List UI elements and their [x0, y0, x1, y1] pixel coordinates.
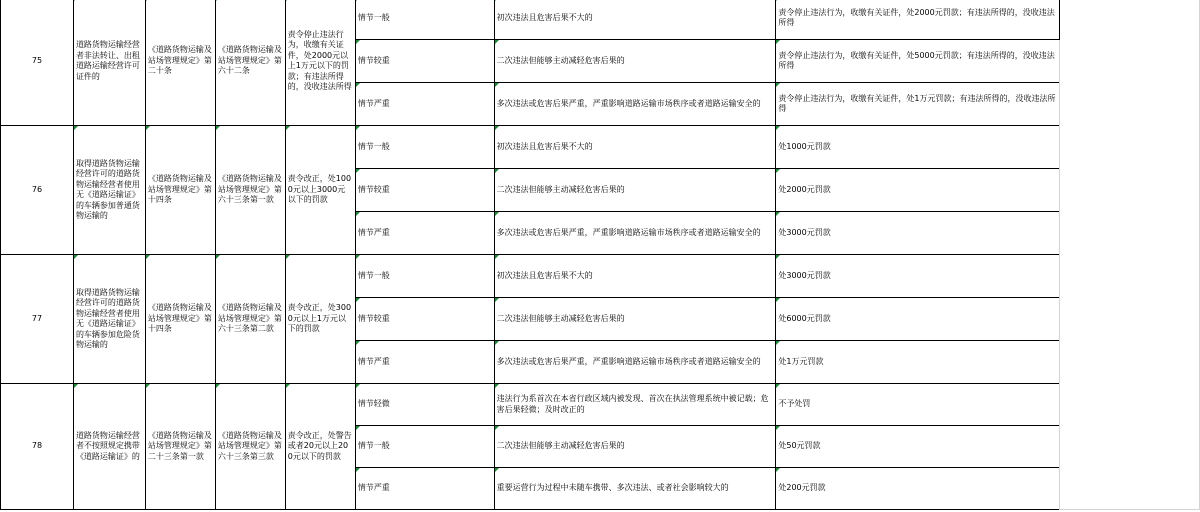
severity-cell[interactable]: 情节一般 [355, 0, 494, 40]
violation-basis-cell[interactable]: 《道路货物运输及站场管理规定》第二十三条第一款 [145, 384, 215, 510]
severity-cell[interactable]: 情节一般 [355, 255, 494, 298]
standard-cell[interactable]: 处6000元罚款 [776, 298, 1060, 341]
severity-cell[interactable]: 情节轻微 [355, 384, 494, 426]
circumstance-cell[interactable]: 重要运营行为过程中未随车携带、多次违法、或者社会影响较大的 [494, 468, 776, 510]
violation-cell[interactable]: 取得道路货物运输经营许可的道路货物运输经营者使用无《道路运输证》的车辆参加危险货物运输的 [73, 255, 145, 384]
severity-cell[interactable]: 情节较重 [355, 298, 494, 341]
severity-cell[interactable]: 情节严重 [355, 468, 494, 510]
circumstance-cell[interactable]: 多次违法或危害后果严重，严重影响道路运输市场秩序或者道路运输安全的 [494, 83, 776, 126]
item-number[interactable]: 78 [1, 384, 74, 510]
violation-cell[interactable]: 道路货物运输经营者非法转让、出租道路运输经营许可证件的 [73, 0, 145, 126]
circumstance-cell[interactable]: 多次违法或危害后果严重，严重影响道路运输市场秩序或者道路运输安全的 [494, 341, 776, 384]
item-number[interactable]: 76 [1, 126, 74, 255]
penalty-range-cell[interactable]: 责令改正，处警告或者20元以上200元以下的罚款 [285, 384, 355, 510]
violation-cell[interactable]: 道路货物运输经营者不按照规定携带《道路运输证》的 [73, 384, 145, 510]
table-row [1, 126, 1200, 169]
table-row [1, 0, 1200, 40]
severity-cell[interactable]: 情节严重 [355, 212, 494, 255]
penalty-range-cell[interactable]: 责令停止违法行为，收缴有关证件，处2000元以上1万元以下的罚款；有违法所得的，没收违法所得 [285, 0, 355, 126]
severity-cell[interactable]: 情节严重 [355, 341, 494, 384]
severity-cell[interactable]: 情节一般 [355, 126, 494, 169]
table-row [1, 255, 1200, 298]
circumstance-cell[interactable]: 二次违法但能够主动减轻危害后果的 [494, 298, 776, 341]
severity-cell[interactable]: 情节一般 [355, 426, 494, 468]
standard-cell[interactable]: 处1万元罚款 [776, 341, 1060, 384]
circumstance-cell[interactable]: 二次违法但能够主动减轻危害后果的 [494, 169, 776, 212]
circumstance-cell[interactable]: 初次违法且危害后果不大的 [494, 255, 776, 298]
violation-basis-cell[interactable]: 《道路货物运输及站场管理规定》第十四条 [145, 126, 215, 255]
circumstance-cell[interactable]: 初次违法且危害后果不大的 [494, 0, 776, 40]
standard-cell[interactable]: 责令停止违法行为，收缴有关证件，处2000元罚款；有违法所得的，没收违法所得 [776, 0, 1060, 40]
empty-column[interactable] [1060, 0, 1200, 510]
violation-basis-cell[interactable]: 《道路货物运输及站场管理规定》第二十条 [145, 0, 215, 126]
standard-cell[interactable]: 处3000元罚款 [776, 212, 1060, 255]
circumstance-cell[interactable]: 违法行为系首次在本省行政区域内被发现、首次在执法管理系统中被记载；危害后果轻微；及时改正的 [494, 384, 776, 426]
standard-cell[interactable]: 处200元罚款 [776, 468, 1060, 510]
standard-cell[interactable]: 处1000元罚款 [776, 126, 1060, 169]
circumstance-cell[interactable]: 二次违法但能够主动减轻危害后果的 [494, 40, 776, 83]
standard-cell[interactable]: 责令停止违法行为，收缴有关证件，处5000元罚款；有违法所得的，没收违法所得 [776, 40, 1060, 83]
penalty-basis-cell[interactable]: 《道路货物运输及站场管理规定》第六十二条 [215, 0, 285, 126]
standard-cell[interactable]: 处2000元罚款 [776, 169, 1060, 212]
penalty-range-cell[interactable]: 责令改正，处1000元以上3000元以下的罚款 [285, 126, 355, 255]
item-number[interactable]: 77 [1, 255, 74, 384]
severity-cell[interactable]: 情节较重 [355, 40, 494, 83]
circumstance-cell[interactable]: 初次违法且危害后果不大的 [494, 126, 776, 169]
penalty-range-cell[interactable]: 责令改正，处3000元以上1万元以下的罚款 [285, 255, 355, 384]
severity-cell[interactable]: 情节较重 [355, 169, 494, 212]
standard-cell[interactable]: 处50元罚款 [776, 426, 1060, 468]
violation-basis-cell[interactable]: 《道路货物运输及站场管理规定》第十四条 [145, 255, 215, 384]
item-number[interactable]: 75 [1, 0, 74, 126]
penalty-basis-cell[interactable]: 《道路货物运输及站场管理规定》第六十三条第三款 [215, 384, 285, 510]
circumstance-cell[interactable]: 多次违法或危害后果严重，严重影响道路运输市场秩序或者道路运输安全的 [494, 212, 776, 255]
violation-cell[interactable]: 取得道路货物运输经营许可的道路货物运输经营者使用无《道路运输证》的车辆参加普通货物运输的 [73, 126, 145, 255]
standard-cell[interactable]: 不予处罚 [776, 384, 1060, 426]
severity-cell[interactable]: 情节严重 [355, 83, 494, 126]
penalty-basis-cell[interactable]: 《道路货物运输及站场管理规定》第六十三条第二款 [215, 255, 285, 384]
standard-cell[interactable]: 责令停止违法行为，收缴有关证件，处1万元罚款；有违法所得的，没收违法所得 [776, 83, 1060, 126]
standard-cell[interactable]: 处3000元罚款 [776, 255, 1060, 298]
table-row [1, 384, 1200, 426]
circumstance-cell[interactable]: 二次违法但能够主动减轻危害后果的 [494, 426, 776, 468]
penalty-basis-cell[interactable]: 《道路货物运输及站场管理规定》第六十三条第一款 [215, 126, 285, 255]
